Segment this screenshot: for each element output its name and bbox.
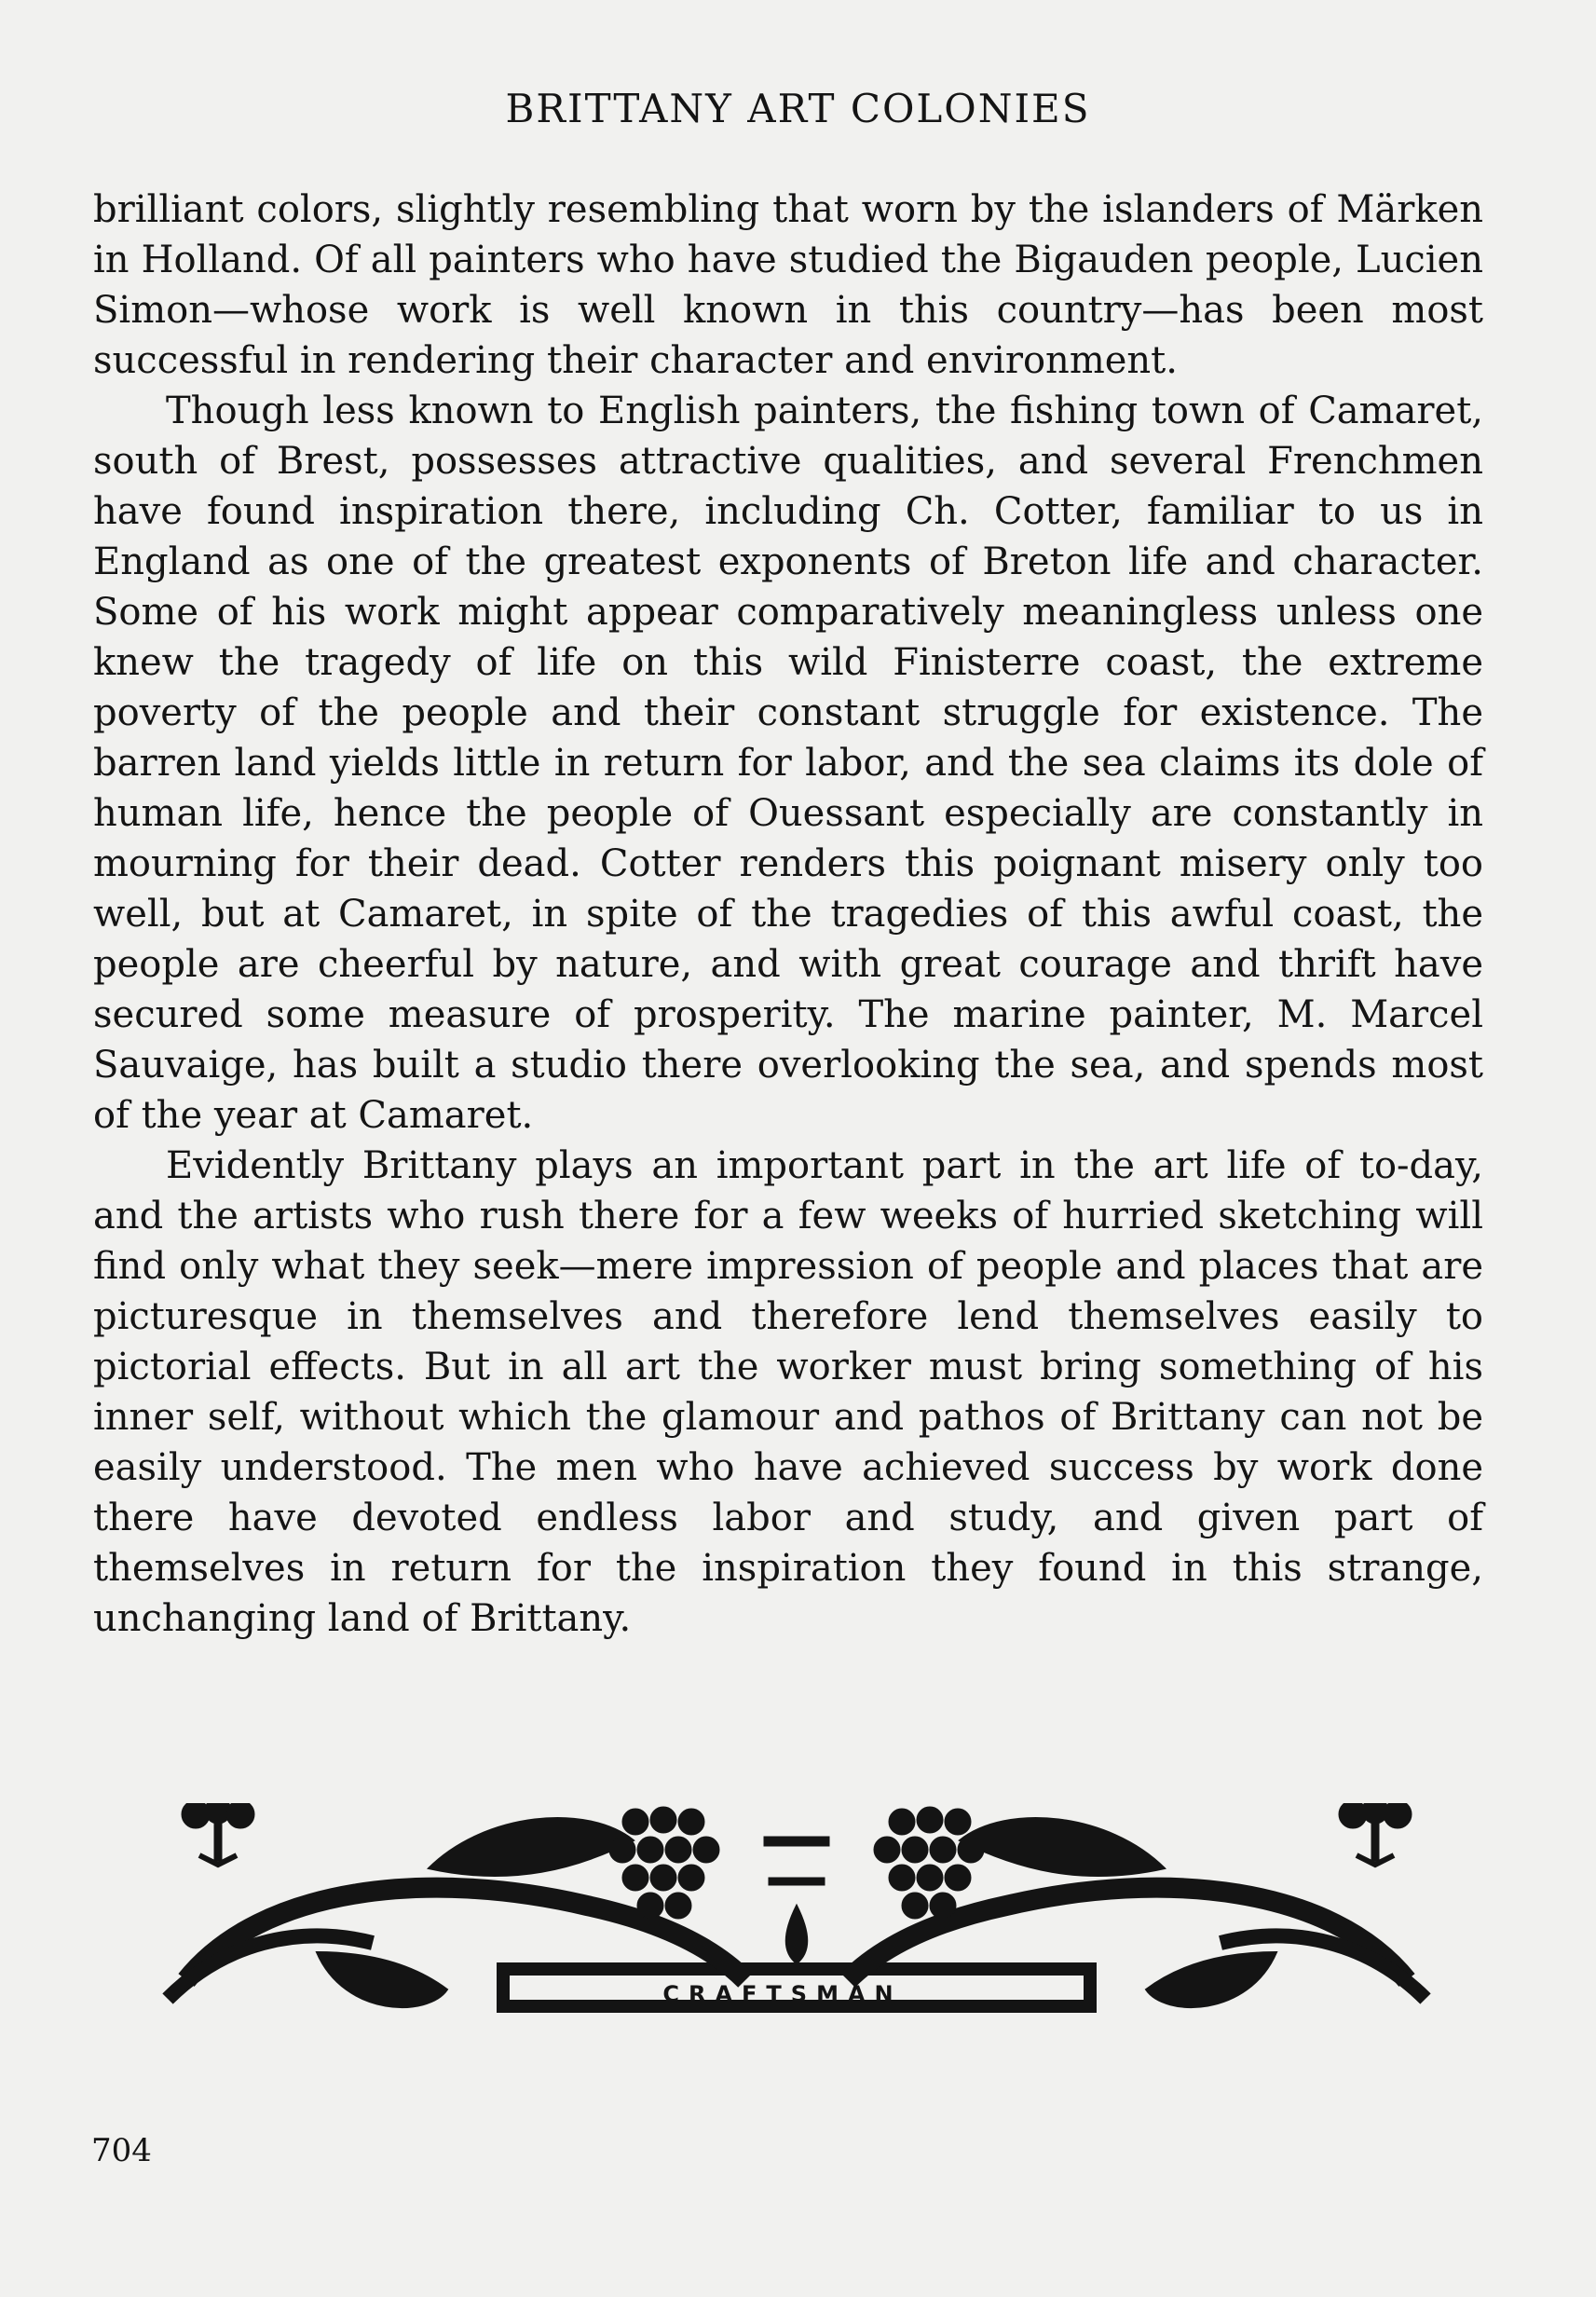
- running-head: BRITTANY ART COLONIES: [505, 86, 1091, 131]
- paragraph: Though less known to English painters, the fishing town of Camaret, south of Brest, possesses attractive qualities, and several Frenchmen have found inspiration there, including Ch. Cotter, familiar to us in England as one of the greatest exponents of Breton life and character. Some of his work might appear comparatively meaningless unless one knew the tragedy of life on this wild Finisterre coast, the extreme poverty of the people and their constant struggle for existence. The barren land yields little in return for labor, and the sea claims its dole of human life, hence the people of Ouessant especially are constantly in mourning for their dead. Cotter renders this poignant misery only too well, but at Camaret, in spite of the tragedies of this awful coast, the people are cheerful by nature, and with great courage and thrift have secured some measure of prosperity. The marine painter, M. Marcel Sauvaige, has built a studio there overlooking the sea, and spends most of the year at Camaret.: [93, 390, 1483, 1137]
- page-number: 704: [91, 2132, 152, 2169]
- paragraph: Evidently Brittany plays an important part in the art life of to-day, and the artists who rush there for a few weeks of hurried sketching will find only what they seek—mere impression of people and places that are picturesque in themselves and therefore lend themselves easily to pictorial effects. But in all art the worker must bring something of his inner self, without which the glamour and pathos of Brittany can not be easily understood. The men who have achieved success by work done there have devoted endless labor and study, and given part of themselves in return for the inspiration they found in this strange, unchanging land of Brittany.: [93, 1144, 1483, 1640]
- paragraph: brilliant colors, slightly resembling that worn by the islanders of Märken in Holland. Of all painters who have studied the Bigauden people, Lucien Simon—whose work is well known in this country—has been most successful in rendering their character and environment.: [93, 188, 1483, 382]
- ornament-caption: CRAFTSMAN: [662, 1981, 903, 2007]
- body-text: [93, 185, 1483, 1644]
